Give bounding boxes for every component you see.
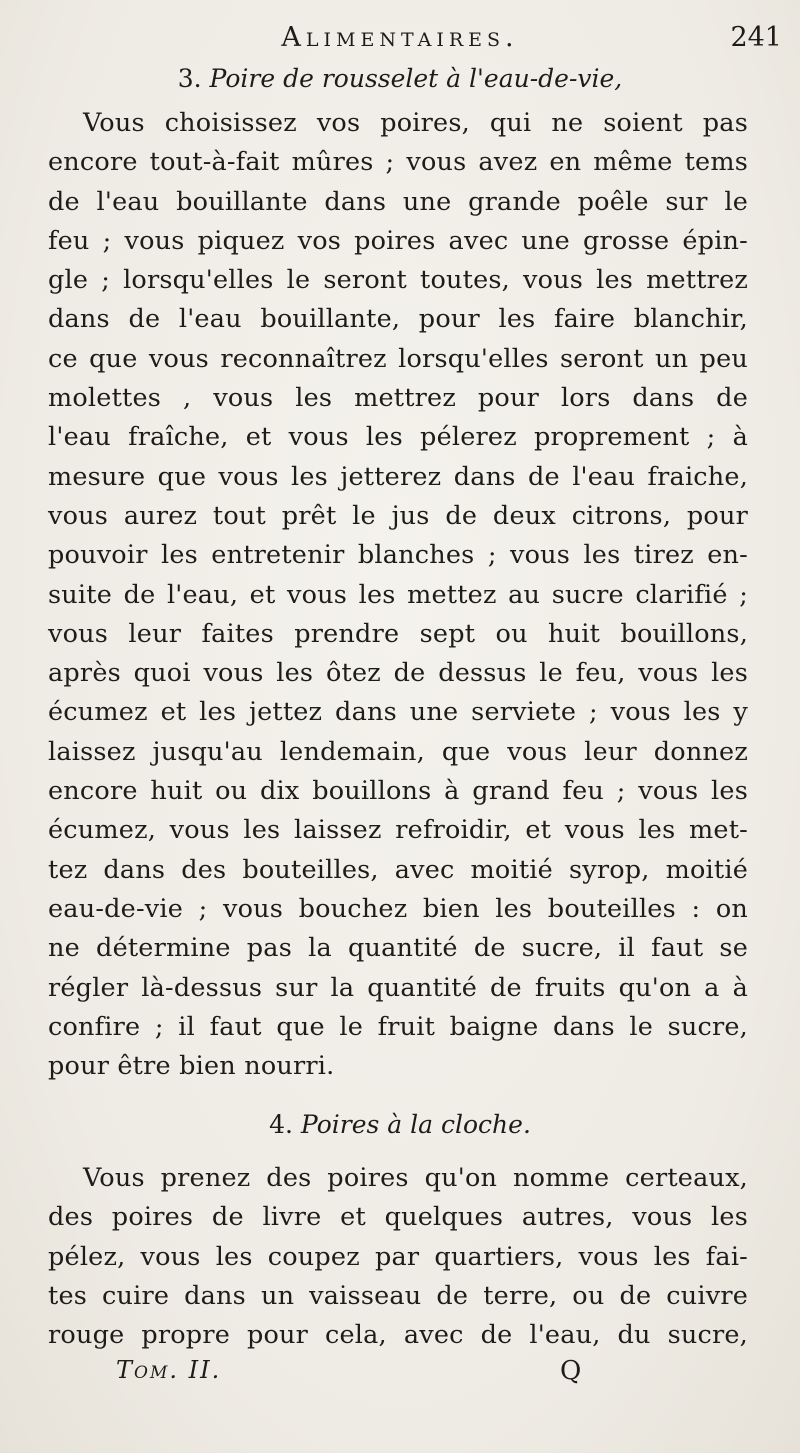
section-body-4 <box>48 1159 748 1355</box>
text-line: de l'eau bouillante dans une grande poêle sur le <box>48 186 748 217</box>
text-line: écumez, vous les laissez refroidir, et vous les met- <box>48 815 748 846</box>
section-title: Poires à la cloche. <box>300 1110 531 1139</box>
text-line: Vous prenez des poires qu'on nomme certeaux, <box>83 1163 748 1193</box>
text-line: confire ; il faut que le fruit baigne dans le sucre, <box>48 1011 748 1042</box>
text-line: ne détermine pas la quantité de sucre, il faut se <box>48 933 748 964</box>
text-line: encore tout-à-fait mûres ; vous avez en même tems <box>48 147 748 178</box>
text-line: des poires de livre et quelques autres, vous les <box>48 1202 748 1233</box>
section-heading-4 <box>0 1110 800 1139</box>
running-head-title: Alimentaires. <box>281 22 519 53</box>
section-number: 3. <box>177 64 202 93</box>
text-line: gle ; lorsqu'elles le seront toutes, vous les mettrez <box>48 265 748 296</box>
text-line: suite de l'eau, et vous les mettez au sucre clarifié ; <box>48 579 748 610</box>
section-title: Poire de rousselet à l'eau-de-vie, <box>209 64 623 93</box>
text-line: vous leur faites prendre sept ou huit bouillons, <box>48 618 748 649</box>
text-line: rouge propre pour cela, avec de l'eau, du sucre, <box>48 1320 748 1351</box>
text-line: pélez, vous les coupez par quartiers, vous les fai- <box>48 1241 748 1272</box>
text-line: eau-de-vie ; vous bouchez bien les bouteilles : on <box>48 893 748 924</box>
signature-mark: Q <box>560 1356 582 1386</box>
running-head <box>0 22 800 62</box>
text-line: tez dans des bouteilles, avec moitié syrop, moitié <box>48 854 748 885</box>
text-line: écumez et les jettez dans une serviete ; vous les y <box>48 697 748 728</box>
section-number: 4. <box>269 1110 293 1139</box>
section-heading-3 <box>0 64 800 93</box>
text-line: régler là-dessus sur la quantité de fruits qu'on a à <box>48 972 748 1003</box>
text-line: encore huit ou dix bouillons à grand feu ; vous les <box>48 776 748 807</box>
text-line: ce que vous reconnaîtrez lorsqu'elles seront un peu <box>48 343 748 374</box>
text-line: après quoi vous les ôtez de dessus le feu, vous les <box>48 658 748 689</box>
signature-line <box>0 1356 800 1392</box>
text-line: laissez jusqu'au lendemain, que vous leur donnez <box>48 736 748 767</box>
page-number: 241 <box>730 22 782 53</box>
text-line: molettes , vous les mettrez pour lors dans de <box>48 383 748 414</box>
text-line: feu ; vous piquez vos poires avec une grosse épin- <box>48 225 748 256</box>
text-line: vous aurez tout prêt le jus de deux citrons, pour <box>48 500 748 531</box>
text-line: tes cuire dans un vaisseau de terre, ou de cuivre <box>48 1280 748 1311</box>
section-body-3 <box>48 104 748 1086</box>
text-line: mesure que vous les jetterez dans de l'eau fraiche, <box>48 461 748 492</box>
text-line: dans de l'eau bouillante, pour les faire blanchir, <box>48 304 748 335</box>
text-line: pouvoir les entretenir blanches ; vous les tirez en- <box>48 540 748 571</box>
text-line: l'eau fraîche, et vous les pélerez proprement ; à <box>48 422 748 453</box>
volume-mark: Tom. II. <box>116 1356 222 1384</box>
text-line: pour être bien nourri. <box>48 1051 335 1082</box>
text-line: Vous choisissez vos poires, qui ne soient pas <box>83 108 748 138</box>
